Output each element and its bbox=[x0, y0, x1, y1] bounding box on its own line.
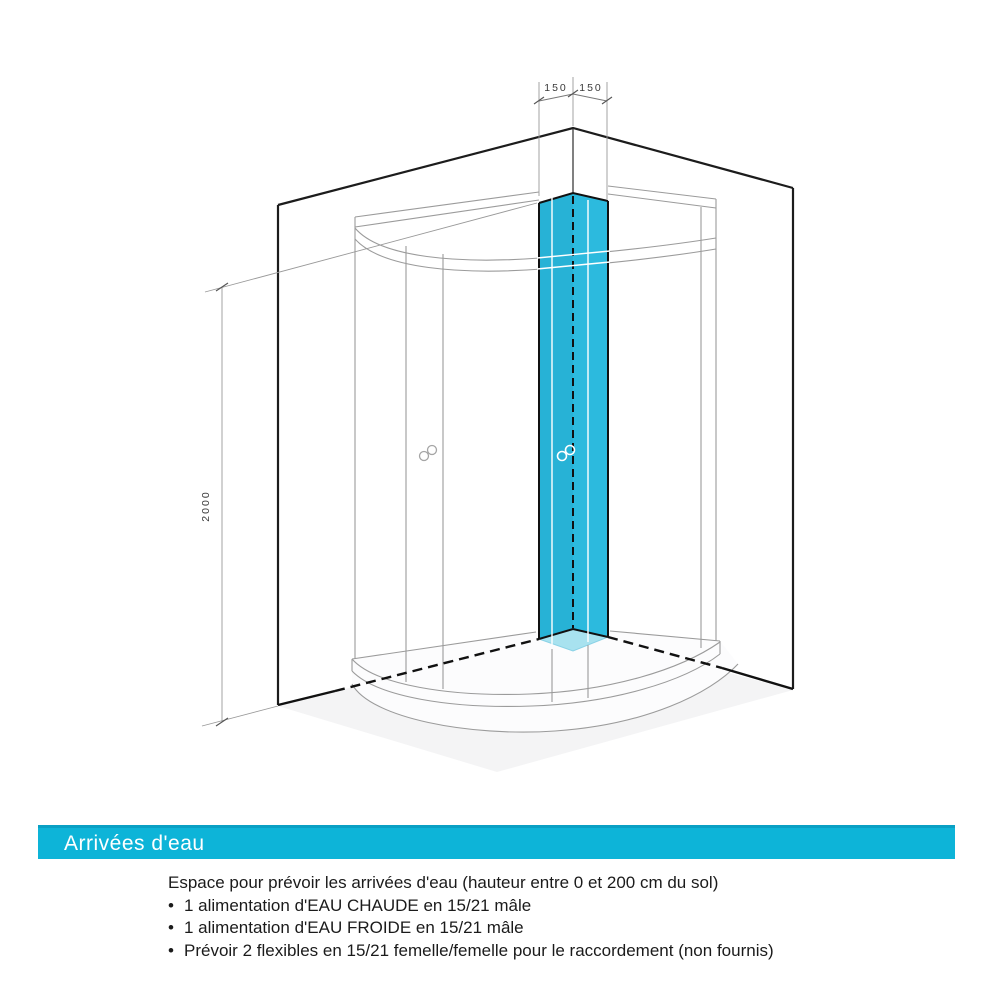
note-bullet-item bbox=[168, 895, 888, 918]
note-bullet-text: 1 alimentation d'EAU CHAUDE en 15/21 mâle bbox=[184, 895, 532, 915]
water-supply-column bbox=[537, 193, 610, 651]
left-wall bbox=[278, 128, 573, 705]
dim-2000-label: 2000 bbox=[200, 490, 212, 522]
bullet-icon: • bbox=[168, 895, 174, 915]
note-bullet-text: Prévoir 2 flexibles en 15/21 femelle/femelle pour le raccordement (non fournis) bbox=[184, 940, 774, 960]
dim-150-right-label: 150 bbox=[579, 82, 603, 94]
note-bullet-item bbox=[168, 940, 888, 963]
section-title: Arrivées d'eau bbox=[64, 832, 205, 855]
note-bullet-text: 1 alimentation d'EAU FROIDE en 15/21 mâle bbox=[184, 918, 524, 937]
column-left-face bbox=[539, 193, 573, 639]
notes bbox=[168, 872, 888, 962]
bullet-icon: • bbox=[168, 918, 174, 937]
note-bullet-item bbox=[168, 917, 888, 940]
section-header-bar bbox=[38, 825, 955, 859]
bullet-icon: • bbox=[168, 940, 174, 960]
note-intro: Espace pour prévoir les arrivées d'eau (hauteur entre 0 et 200 cm du sol) bbox=[168, 873, 719, 892]
dim-150-left-label: 150 bbox=[544, 82, 568, 94]
column-right-face bbox=[573, 193, 608, 637]
